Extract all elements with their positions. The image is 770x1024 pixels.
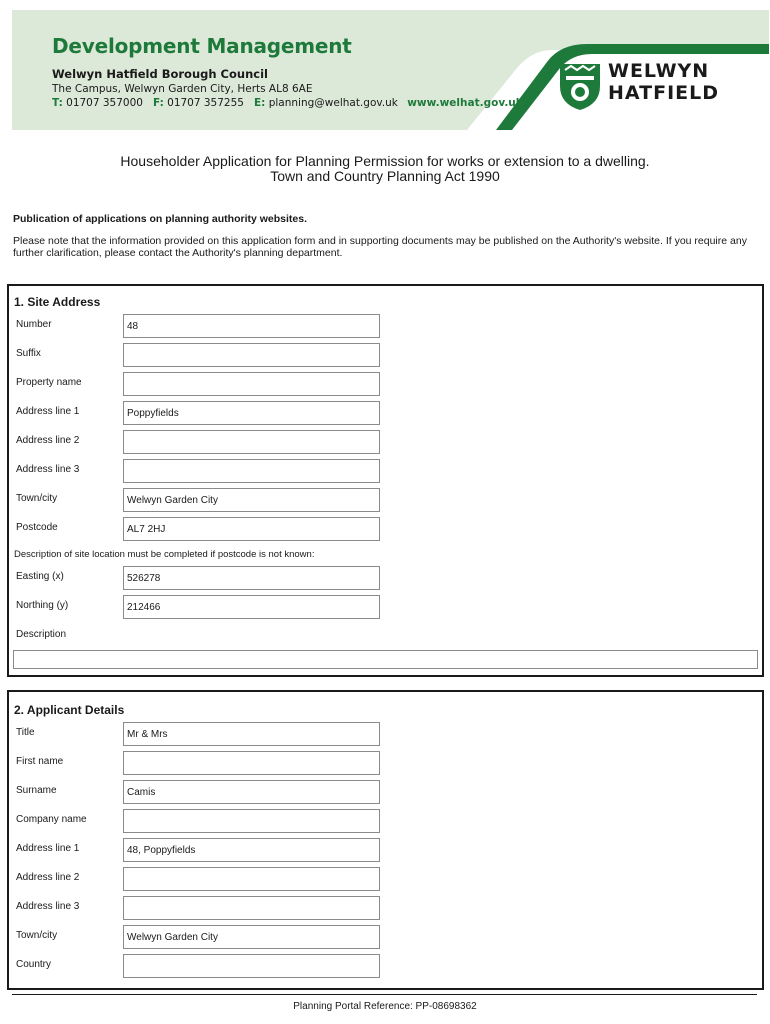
field-label: Description <box>16 629 67 640</box>
field-label: Property name <box>16 377 82 388</box>
address-line-1-field[interactable]: Poppyfields <box>123 401 380 425</box>
council-name: Welwyn Hatfield Borough Council <box>52 67 268 81</box>
town-city-field[interactable]: Welwyn Garden City <box>123 488 380 512</box>
country-field[interactable] <box>123 954 380 978</box>
address-line-3-field[interactable] <box>123 459 380 483</box>
field-label: Northing (y) <box>16 600 69 611</box>
logo-line-1: WELWYN <box>608 60 710 82</box>
field-label: Address line 1 <box>16 843 80 854</box>
fax-number: 01707 357255 <box>167 97 244 109</box>
field-label: Easting (x) <box>16 571 64 582</box>
field-label: Address line 3 <box>16 464 80 475</box>
description-field[interactable] <box>13 650 758 669</box>
council-logo-text <box>608 60 719 104</box>
applicant-details-section <box>7 690 764 990</box>
email-key: E: <box>253 97 266 109</box>
field-label: Town/city <box>16 930 58 941</box>
surname-field[interactable]: Camis <box>123 780 380 804</box>
suffix-field[interactable] <box>123 343 380 367</box>
field-label: Address line 1 <box>16 406 80 417</box>
location-note: Description of site location must be completed if postcode is not known: <box>14 549 315 560</box>
address-line-1-field[interactable]: 48, Poppyfields <box>123 838 380 862</box>
header-title: Development Management <box>52 34 352 58</box>
field-label: Title <box>16 727 35 738</box>
number-field[interactable]: 48 <box>123 314 380 338</box>
publication-heading: Publication of applications on planning authority websites. <box>13 213 308 225</box>
footer-divider <box>12 994 757 995</box>
website-link[interactable]: www.welhat.gov.uk <box>407 97 523 109</box>
field-label: Company name <box>16 814 87 825</box>
field-label: Address line 2 <box>16 435 80 446</box>
document-title-line-2: Town and Country Planning Act 1990 <box>270 168 500 184</box>
title-field[interactable]: Mr & Mrs <box>123 722 380 746</box>
company-name-field[interactable] <box>123 809 380 833</box>
field-label: Number <box>16 319 52 330</box>
document-title-line-1: Householder Application for Planning Permission for works or extension to a dwelling. <box>120 153 650 169</box>
property-name-field[interactable] <box>123 372 380 396</box>
site-address-section <box>7 284 764 677</box>
tel-number: 01707 357000 <box>66 97 143 109</box>
address-line-2-field[interactable] <box>123 867 380 891</box>
first-name-field[interactable] <box>123 751 380 775</box>
portal-reference: Planning Portal Reference: PP-08698362 <box>293 1001 477 1012</box>
field-label: Address line 2 <box>16 872 80 883</box>
council-address: The Campus, Welwyn Garden City, Herts AL8 6AE <box>52 83 313 95</box>
postcode-field[interactable]: AL7 2HJ <box>123 517 380 541</box>
field-label: Postcode <box>16 522 58 533</box>
town-city-field[interactable]: Welwyn Garden City <box>123 925 380 949</box>
field-label: Suffix <box>16 348 41 359</box>
council-contact <box>52 97 523 109</box>
field-label: Surname <box>16 785 57 796</box>
field-label: First name <box>16 756 64 767</box>
fax-key: F: <box>152 97 164 109</box>
address-line-3-field[interactable] <box>123 896 380 920</box>
council-shield-logo <box>558 62 602 112</box>
email-address[interactable]: planning@welhat.gov.uk <box>268 97 398 109</box>
section-title: 1. Site Address <box>14 295 101 309</box>
field-label: Address line 3 <box>16 901 80 912</box>
logo-line-2: HATFIELD <box>608 82 719 104</box>
northing-field[interactable]: 212466 <box>123 595 380 619</box>
address-line-2-field[interactable] <box>123 430 380 454</box>
easting-field[interactable]: 526278 <box>123 566 380 590</box>
section-title: 2. Applicant Details <box>14 703 125 717</box>
tel-key: T: <box>52 97 63 109</box>
document-title <box>0 154 770 184</box>
field-label: Country <box>16 959 52 970</box>
field-label: Town/city <box>16 493 58 504</box>
publication-text: Please note that the information provided on this application form and in supporting documents may be published on the Authority's website. If you require any further clarification, please contact the Authority's planning department. <box>13 235 747 259</box>
